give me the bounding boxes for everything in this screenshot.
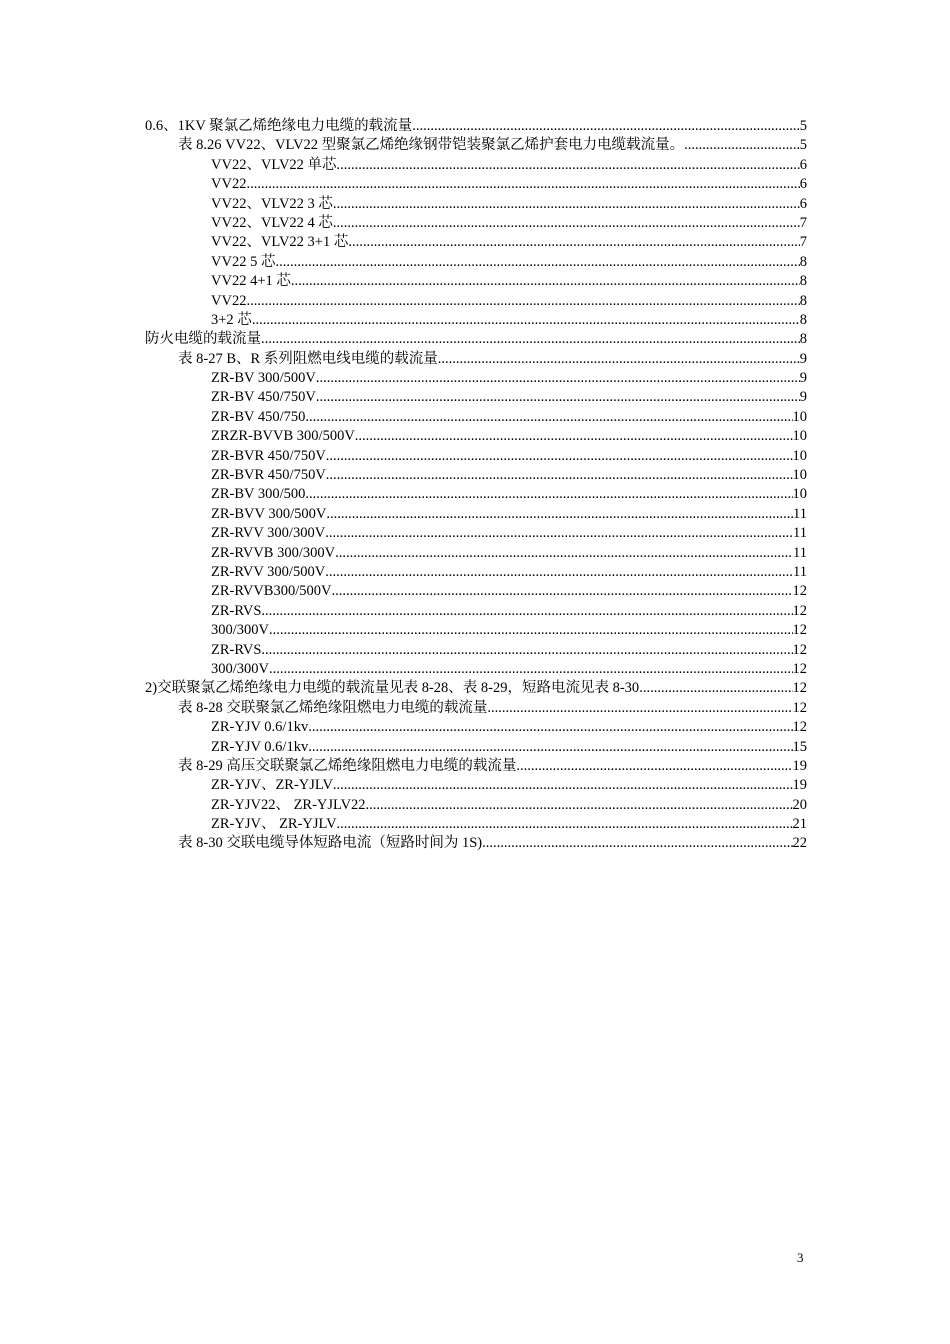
toc-entry[interactable] — [145, 544, 807, 563]
toc-entry[interactable] — [145, 834, 807, 853]
toc-entry[interactable] — [145, 718, 807, 737]
toc-dot-leader — [305, 408, 792, 427]
toc-entry[interactable] — [145, 679, 807, 698]
toc-entry-page: 7 — [799, 214, 807, 231]
toc-dot-leader — [482, 834, 792, 853]
toc-dot-leader — [639, 679, 792, 698]
toc-entry-page: 10 — [792, 467, 807, 484]
toc-dot-leader — [316, 369, 800, 388]
toc-entry-title: ZR-RVV 300/500V — [211, 563, 326, 580]
toc-dot-leader — [348, 233, 799, 252]
table-of-contents — [145, 117, 807, 854]
toc-entry[interactable] — [145, 175, 807, 194]
toc-dot-leader — [333, 214, 800, 233]
toc-entry-title: 0.6、1KV 聚氯乙烯绝缘电力电缆的载流量 — [145, 118, 413, 134]
toc-entry-title: ZR-YJV、ZR-YJLV — [211, 777, 333, 794]
toc-entry-title: 表 8-27 B、R 系列阻燃电线电缆的载流量 — [178, 350, 438, 367]
toc-dot-leader — [337, 815, 793, 834]
toc-entry-page: 12 — [792, 660, 807, 677]
toc-entry-title: ZRZR-BVVB 300/500V — [211, 428, 355, 445]
toc-entry[interactable] — [145, 214, 807, 233]
toc-entry[interactable] — [145, 641, 807, 660]
toc-dot-leader — [412, 117, 800, 136]
page-number: 3 — [797, 1250, 804, 1265]
toc-entry-page: 10 — [792, 447, 807, 464]
toc-entry[interactable] — [145, 195, 807, 214]
toc-entry-title: 防火电缆的载流量 — [145, 331, 261, 348]
toc-dot-leader — [246, 292, 799, 311]
toc-entry[interactable] — [145, 136, 807, 155]
toc-entry-title: ZR-BV 300/500V — [211, 370, 316, 387]
toc-entry-page: 19 — [792, 777, 807, 794]
toc-entry[interactable] — [145, 156, 807, 175]
toc-entry-page: 5 — [799, 118, 807, 134]
toc-dot-leader — [333, 776, 793, 795]
toc-entry-title: ZR-BVR 450/750V — [211, 467, 326, 484]
toc-entry-title: 表 8.26 VV22、VLV22 型聚氯乙烯绝缘钢带铠装聚氯乙烯护套电力电缆载流量。 — [178, 137, 685, 154]
toc-entry[interactable] — [145, 524, 807, 543]
toc-entry[interactable] — [145, 563, 807, 582]
toc-entry-page: 8 — [799, 273, 807, 290]
toc-entry-title: ZR-RVV 300/300V — [211, 525, 326, 542]
toc-entry[interactable] — [145, 738, 807, 757]
toc-entry-page: 11 — [793, 544, 807, 561]
toc-dot-leader — [308, 718, 792, 737]
toc-entry-title: ZR-BVV 300/500V — [211, 505, 327, 522]
toc-entry-page: 7 — [799, 234, 807, 251]
toc-dot-leader — [487, 699, 792, 718]
toc-dot-leader — [326, 447, 793, 466]
toc-entry[interactable] — [145, 505, 807, 524]
toc-entry[interactable] — [145, 660, 807, 679]
toc-entry[interactable] — [145, 776, 807, 795]
toc-entry-page: 9 — [799, 350, 807, 367]
toc-entry-page: 9 — [799, 370, 807, 387]
toc-entry[interactable] — [145, 292, 807, 311]
toc-entry-title: VV22、VLV22 单芯 — [211, 156, 337, 173]
toc-entry-page: 11 — [793, 525, 807, 542]
toc-entry-page: 12 — [792, 699, 807, 716]
toc-entry[interactable] — [145, 602, 807, 621]
toc-entry[interactable] — [145, 272, 807, 291]
toc-entry[interactable] — [145, 117, 807, 136]
toc-entry[interactable] — [145, 815, 807, 834]
toc-entry-page: 10 — [792, 486, 807, 503]
toc-dot-leader — [261, 330, 800, 349]
toc-entry-title: 表 8-28 交联聚氯乙烯绝缘阻燃电力电缆的载流量 — [178, 699, 488, 716]
toc-dot-leader — [261, 602, 792, 621]
toc-dot-leader — [325, 524, 793, 543]
toc-entry-page: 6 — [799, 176, 807, 193]
toc-entry-page: 12 — [792, 641, 807, 658]
toc-entry[interactable] — [145, 408, 807, 427]
toc-entry-title: 表 8-29 高压交联聚氯乙烯绝缘阻燃电力电缆的载流量 — [178, 757, 517, 774]
toc-dot-leader — [331, 582, 792, 601]
toc-dot-leader — [308, 738, 792, 757]
toc-entry-title: VV22、VLV22 3 芯 — [211, 195, 333, 212]
toc-entry[interactable] — [145, 757, 807, 776]
toc-dot-leader — [269, 621, 793, 640]
toc-entry-page: 12 — [792, 719, 807, 736]
toc-entry-page: 12 — [792, 622, 807, 639]
toc-dot-leader — [305, 485, 792, 504]
toc-entry-title: ZR-BV 450/750V — [211, 389, 316, 406]
toc-dot-leader — [333, 195, 800, 214]
toc-entry-title: ZR-BVR 450/750V — [211, 447, 326, 464]
toc-entry-title: VV22 5 芯 — [211, 253, 276, 270]
toc-entry-title: 300/300V — [211, 622, 269, 639]
toc-entry[interactable] — [145, 369, 807, 388]
toc-entry[interactable] — [145, 466, 807, 485]
toc-dot-leader — [516, 757, 792, 776]
toc-entry-page: 5 — [799, 137, 807, 154]
toc-entry-page: 20 — [792, 796, 807, 813]
toc-dot-leader — [337, 156, 800, 175]
toc-dot-leader — [366, 796, 793, 815]
toc-entry-title: ZR-BV 450/750 — [211, 408, 306, 425]
toc-dot-leader — [269, 660, 793, 679]
toc-dot-leader — [275, 253, 799, 272]
toc-entry-title: ZR-RVS — [211, 641, 262, 658]
toc-dot-leader — [326, 505, 793, 524]
toc-entry-title: VV22 4+1 芯 — [211, 273, 291, 290]
toc-dot-leader — [316, 388, 800, 407]
toc-entry-title: 表 8-30 交联电缆导体短路电流（短路时间为 1S) — [178, 835, 483, 852]
toc-entry-page: 15 — [792, 738, 807, 755]
toc-dot-leader — [246, 175, 799, 194]
toc-entry-page: 9 — [799, 389, 807, 406]
toc-entry-page: 11 — [793, 505, 807, 522]
toc-entry[interactable] — [145, 427, 807, 446]
toc-entry-title: ZR-YJV、 ZR-YJLV — [211, 816, 337, 833]
toc-entry-title: 300/300V — [211, 660, 269, 677]
toc-dot-leader — [684, 136, 800, 155]
toc-entry-page: 12 — [792, 602, 807, 619]
toc-entry[interactable] — [145, 621, 807, 640]
toc-entry-page: 21 — [792, 816, 807, 833]
toc-entry-title: ZR-YJV 0.6/1kv — [211, 738, 309, 755]
toc-entry-page: 22 — [792, 835, 807, 852]
toc-entry-page: 8 — [799, 253, 807, 270]
toc-entry[interactable] — [145, 253, 807, 272]
toc-entry[interactable] — [145, 233, 807, 252]
toc-entry[interactable] — [145, 311, 807, 330]
toc-entry-page: 11 — [793, 563, 807, 580]
toc-entry-page: 8 — [799, 292, 807, 309]
toc-entry[interactable] — [145, 796, 807, 815]
toc-entry[interactable] — [145, 485, 807, 504]
toc-entry[interactable] — [145, 330, 807, 349]
toc-entry[interactable] — [145, 582, 807, 601]
toc-entry[interactable] — [145, 388, 807, 407]
toc-entry-page: 6 — [799, 156, 807, 173]
toc-entry-title: ZR-YJV22、 ZR-YJLV22 — [211, 796, 366, 813]
toc-entry-page: 10 — [792, 428, 807, 445]
toc-entry-page: 19 — [792, 757, 807, 774]
toc-entry-title: VV22、VLV22 3+1 芯 — [211, 234, 349, 251]
toc-entry-title: ZR-YJV 0.6/1kv — [211, 719, 309, 736]
toc-dot-leader — [291, 272, 800, 291]
toc-entry-page: 12 — [792, 583, 807, 600]
toc-entry-title: 2)交联聚氯乙烯绝缘电力电缆的载流量见表 8-28、表 8-29，短路电流见表 8-30 — [145, 680, 640, 697]
toc-entry-page: 8 — [799, 331, 807, 348]
toc-entry-page: 10 — [792, 408, 807, 425]
toc-dot-leader — [252, 311, 800, 330]
toc-entry[interactable] — [145, 350, 807, 369]
toc-dot-leader — [261, 641, 792, 660]
toc-entry-page: 6 — [799, 195, 807, 212]
toc-dot-leader — [325, 563, 793, 582]
toc-entry-title: ZR-BV 300/500 — [211, 486, 306, 503]
toc-entry-title: VV22 — [211, 292, 247, 309]
toc-entry[interactable] — [145, 699, 807, 718]
toc-entry-page: 8 — [799, 311, 807, 328]
toc-entry-title: 3+2 芯 — [211, 311, 252, 328]
toc-entry[interactable] — [145, 447, 807, 466]
toc-entry-title: VV22 — [211, 176, 247, 193]
toc-entry-title: ZR-RVVB 300/300V — [211, 544, 336, 561]
toc-entry-page: 12 — [792, 680, 807, 697]
toc-dot-leader — [438, 350, 800, 369]
toc-dot-leader — [335, 544, 793, 563]
toc-entry-title: ZR-RVS — [211, 602, 262, 619]
toc-dot-leader — [355, 427, 793, 446]
toc-entry-title: VV22、VLV22 4 芯 — [211, 214, 333, 231]
toc-entry-title: ZR-RVVB300/500V — [211, 583, 332, 600]
toc-dot-leader — [326, 466, 793, 485]
